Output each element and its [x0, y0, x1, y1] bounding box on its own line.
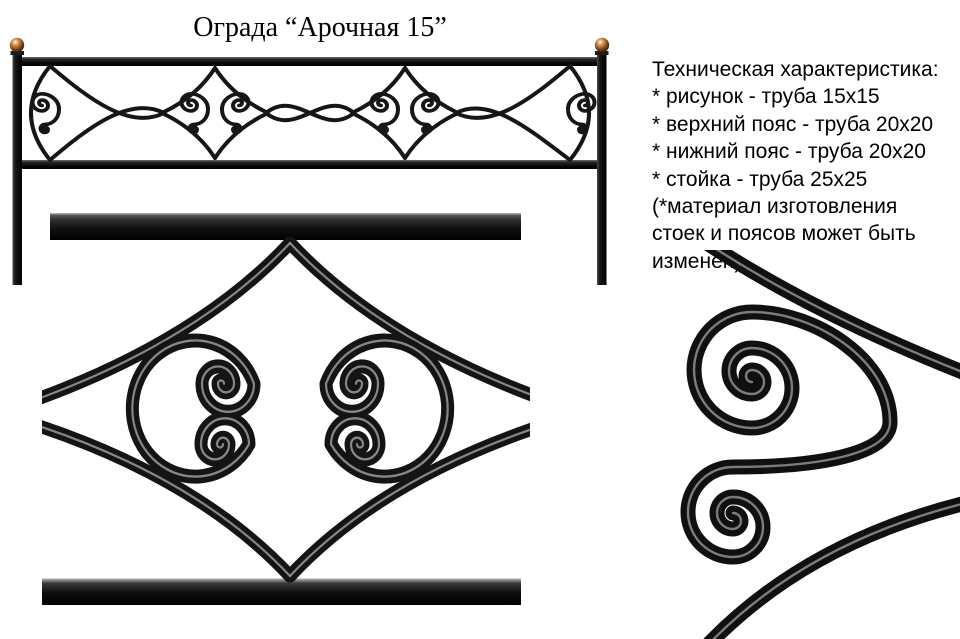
detail-diamond-edges: [42, 243, 530, 576]
scroll-left-end: [33, 94, 59, 133]
closeup-scroll: [688, 312, 890, 557]
fence-top-rail: [18, 57, 600, 66]
detail-scroll-pair: [132, 341, 447, 477]
ornament-detail-photo: [42, 197, 530, 622]
spec-heading: Техническая характеристика:: [652, 58, 939, 81]
spec-note-line: стоек и поясов может быть: [652, 222, 916, 246]
fence-left-post: [13, 55, 23, 285]
spec-item: * нижний пояс - труба 20х20: [652, 140, 926, 164]
spec-item: * верхний пояс - труба 20х20: [652, 112, 934, 136]
spec-note-line: (*материал изготовления: [652, 195, 898, 219]
left-finial-ball: [10, 38, 24, 52]
right-finial-ball: [595, 38, 609, 52]
page-title: Ограда “Арочная 15”: [193, 12, 447, 43]
spec-item: * рисунок - труба 15х15: [652, 85, 880, 109]
ornament-detail-drawing: [42, 197, 530, 622]
fence-ornament-pattern: [31, 66, 589, 160]
scroll-closeup-drawing: [655, 250, 960, 639]
detail-bottom-belt: [42, 578, 521, 605]
spec-note-line: изменен): [652, 249, 742, 273]
fence-bottom-rail: [18, 160, 600, 169]
scroll-closeup-photo: [655, 250, 960, 639]
detail-top-belt: [50, 213, 521, 240]
spec-item: * стойка - труба 25х25: [652, 167, 868, 191]
fence-right-post: [597, 55, 607, 285]
spec-block: [652, 56, 954, 275]
